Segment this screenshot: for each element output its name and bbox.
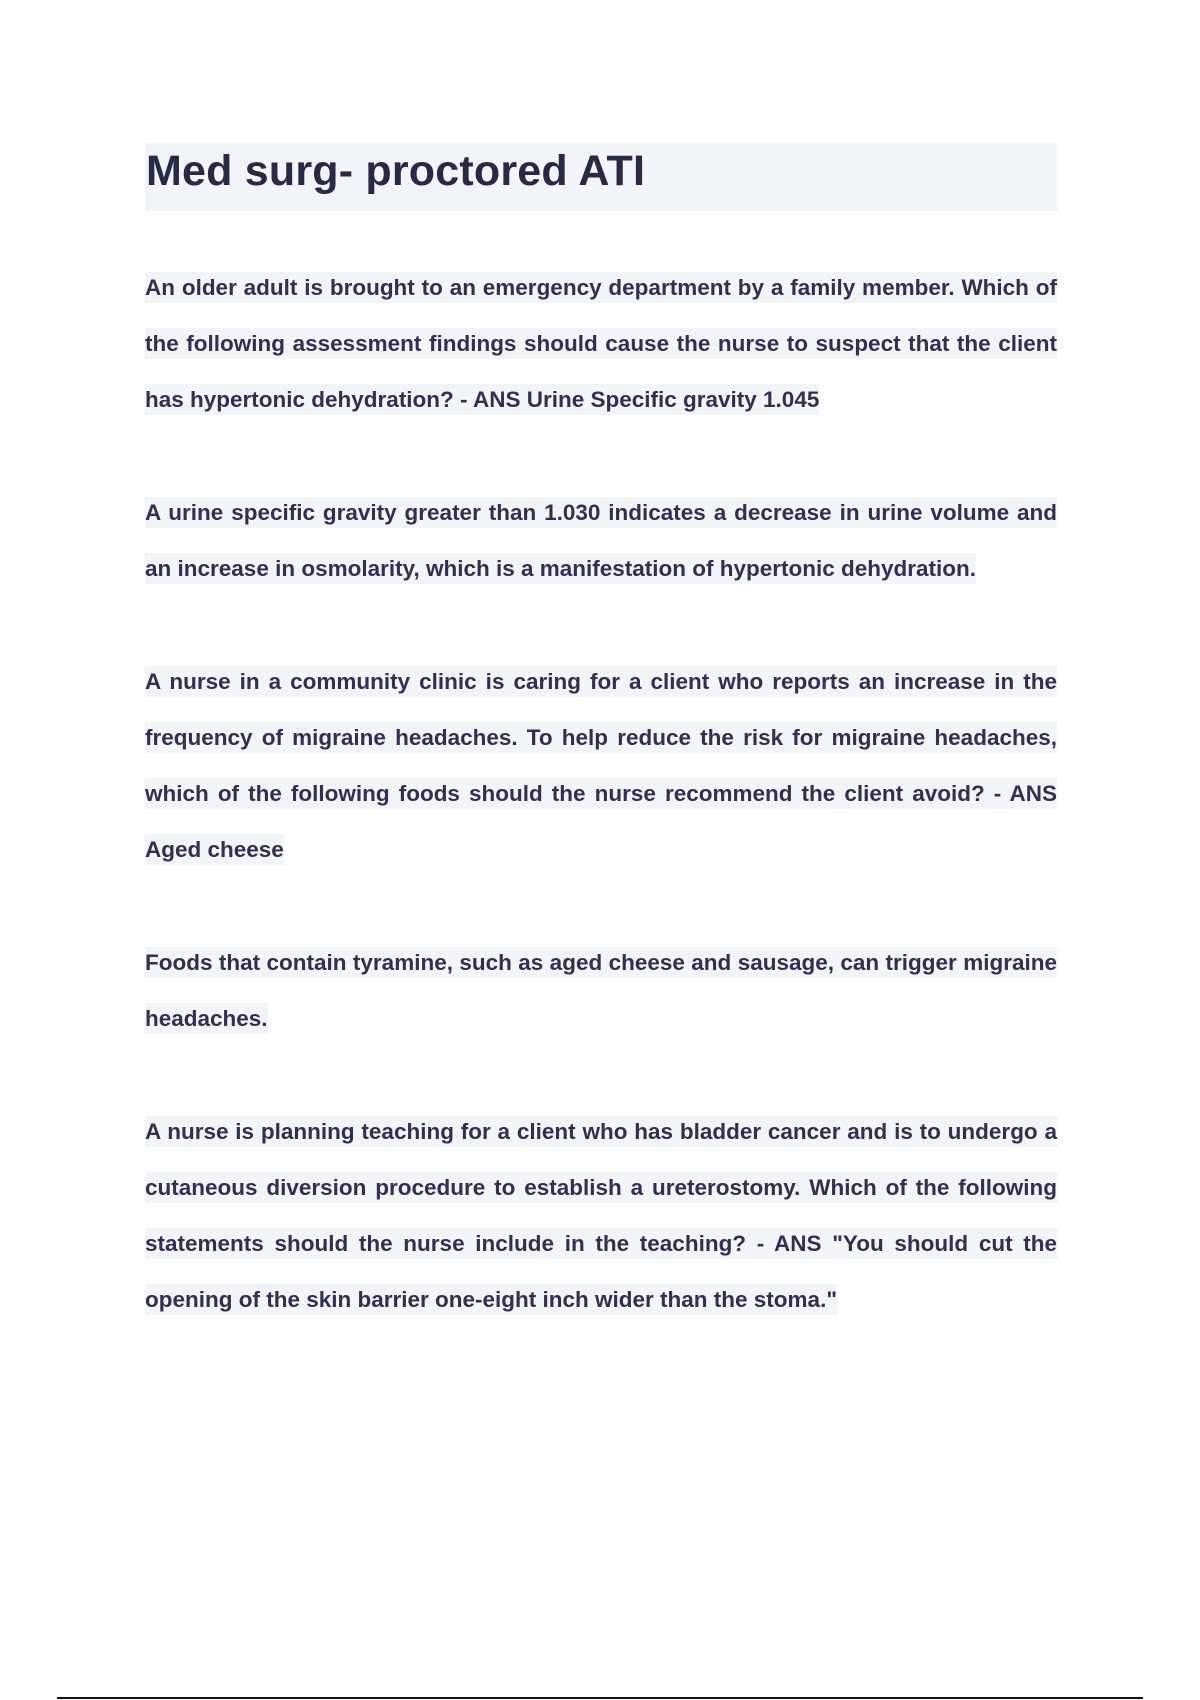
- rationale-1-paragraph: [145, 485, 1057, 597]
- footer-divider: [57, 1697, 1143, 1699]
- title-banner: [145, 143, 1057, 211]
- document-body: [145, 260, 1057, 1385]
- question-3-text: A nurse is planning teaching for a client who has bladder cancer and is to undergo a cutaneous diversion procedure to establish a ureterostomy. Which of the following statements should the nurse include in the teaching? - ANS "You should cut the opening of the skin barrier one-eight inch wider than the stoma.": [145, 1116, 1057, 1315]
- question-2-text: A nurse in a community clinic is caring for a client who reports an increase in the frequency of migraine headaches. To help reduce the risk for migraine headaches, which of the following foods should the nurse recommend the client avoid? - ANS Aged cheese: [145, 666, 1057, 865]
- rationale-2-paragraph: [145, 935, 1057, 1047]
- rationale-2-text: Foods that contain tyramine, such as aged cheese and sausage, can trigger migraine headaches.: [145, 947, 1057, 1034]
- rationale-1-text: A urine specific gravity greater than 1.030 indicates a decrease in urine volume and an increase in osmolarity, which is a manifestation of hypertonic dehydration.: [145, 497, 1057, 584]
- question-3-paragraph: [145, 1104, 1057, 1328]
- question-1-paragraph: [145, 260, 1057, 428]
- page-title: Med surg- proctored ATI: [146, 147, 646, 195]
- question-1-text: An older adult is brought to an emergency department by a family member. Which of the following assessment findings should cause the nurse to suspect that the client has hypertonic dehydration? - ANS Urine Specific gravity 1.045: [145, 272, 1057, 415]
- question-2-paragraph: [145, 654, 1057, 878]
